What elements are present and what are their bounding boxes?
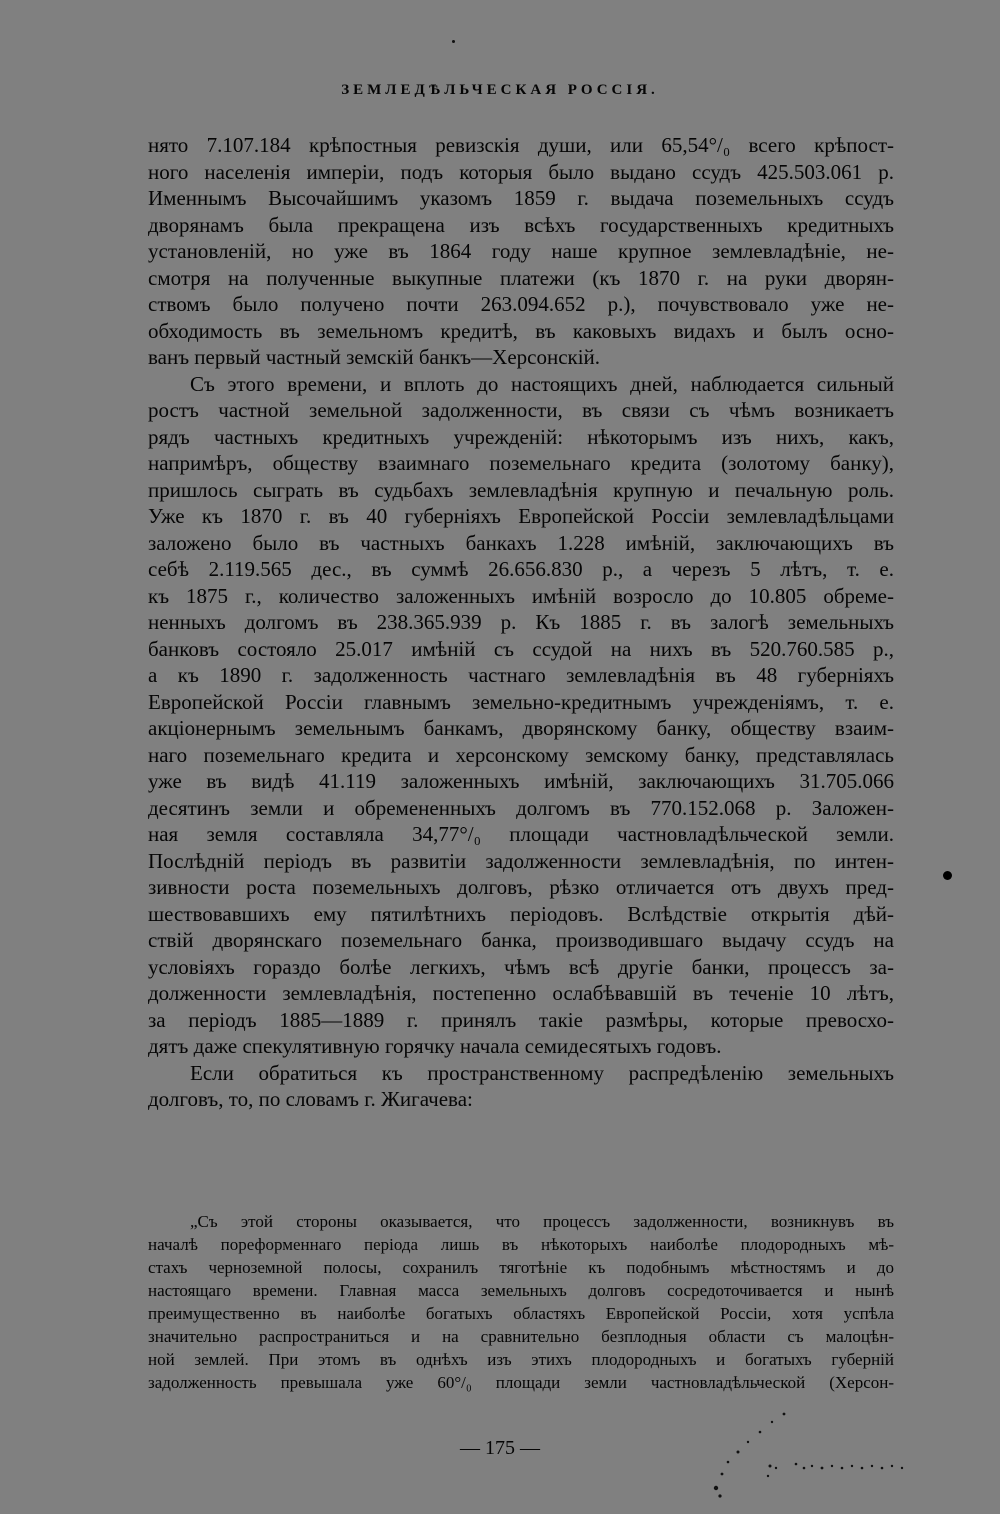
text-line: ная земля составляла 34,77°/₀ площади частновладѣльческой земли. xyxy=(148,822,894,846)
text-line: установленій, но уже въ 1864 году наше крупное землевладѣніе, не- xyxy=(148,239,894,263)
page-number: — 175 — xyxy=(460,1437,540,1459)
paragraph-start-line: Если обратиться къ пространственному распредѣленію земельныхъ xyxy=(190,1060,894,1085)
text-line: Именнымъ Высочайшимъ указомъ 1859 г. выдача поземельныхъ ссудъ xyxy=(148,186,894,210)
text-line: шествовавшихъ ему пятилѣтнихъ періодовъ. Вслѣдствіе открытія дѣй- xyxy=(148,901,894,926)
text-line: зивности роста поземельныхъ долговъ, рѣзко отличается отъ двухъ пред- xyxy=(148,875,894,899)
text-line: долговъ, то, по словамъ г. Жигачева: xyxy=(148,1087,473,1111)
text-line: наго поземельнаго кредита и херсонскому земскому банку, представлялась xyxy=(148,742,894,767)
quote-line: настоящаго времени. Главная масса земельныхъ долговъ сосредоточивается и нынѣ xyxy=(148,1281,894,1300)
text-line: дятъ даже спекулятивную горячку начала семидесятыхъ годовъ. xyxy=(148,1034,722,1058)
text-line: уже въ видѣ 41.119 заложенныхъ имѣній, заключающихъ 31.705.066 xyxy=(148,769,894,793)
paragraph-start-line: Съ этого времени, и вплоть до настоящихъ дней, наблюдается сильный xyxy=(190,371,894,396)
text-line: къ 1875 г., количество заложенныхъ имѣній возросло до 10.805 обреме- xyxy=(148,583,894,608)
text-line: нято 7.107.184 крѣпостныя ревизскія души, или 65,54°/₀ всего крѣпост- xyxy=(148,133,894,157)
scan-specks xyxy=(700,1400,960,1510)
text-line: ростъ частной земельной задолженности, въ связи съ чѣмъ возникаетъ xyxy=(148,398,894,422)
body-text xyxy=(148,132,894,1113)
text-line: себѣ 2.119.565 дес., въ суммѣ 26.656.830 р., а черезъ 5 лѣтъ, т. е. xyxy=(148,557,894,581)
text-line: ненныхъ долгомъ въ 238.365.939 р. Къ 1885 г. въ залогѣ земельныхъ xyxy=(148,610,894,634)
text-line: рядъ частныхъ кредитныхъ учрежденій: нѣкоторымъ изъ нихъ, какъ, xyxy=(148,424,894,449)
ink-speck xyxy=(452,40,455,43)
text-line: заложено было въ частныхъ банкахъ 1.228 имѣній, заключающихъ въ xyxy=(148,530,894,555)
text-line: за періодъ 1885—1889 г. принялъ такіе размѣры, которые превосхо- xyxy=(148,1007,894,1032)
text-line: ванъ первый частный земскій банкъ—Херсонскій. xyxy=(148,345,601,369)
text-line: ствій дворянскаго поземельнаго банка, производившаго выдачу ссудъ на xyxy=(148,928,894,952)
text-line: десятинъ земли и обремененныхъ долгомъ въ 770.152.068 р. Заложен- xyxy=(148,795,894,820)
quote-line: задолженность превышала уже 60°/₀ площади земли частновладѣльческой (Херсон- xyxy=(148,1373,894,1392)
text-line: ного населенія имперіи, подъ которыя было выдано ссудъ 425.503.061 р. xyxy=(148,159,894,184)
text-line: условіяхъ гораздо болѣе легкихъ, чѣмъ всѣ другіе банки, процессъ за- xyxy=(148,954,894,979)
text-line: а къ 1890 г. задолженность частнаго землевладѣнія въ 48 губерніяхъ xyxy=(148,663,894,687)
text-line: напримѣръ, обществу взаимнаго поземельнаго кредита (золотому банку), xyxy=(148,451,894,475)
text-line: дворянамъ была прекращена изъ всѣхъ государственныхъ кредитныхъ xyxy=(148,212,894,237)
text-line: ствомъ было получено почти 263.094.652 р.), почувствовало уже не- xyxy=(148,292,894,316)
text-line: Послѣдній періодъ въ развитіи задолженности землевладѣнія, по интен- xyxy=(148,848,894,873)
text-line: обходимость въ земельномъ кредитѣ, въ каковыхъ видахъ и былъ осно- xyxy=(148,318,894,343)
quote-line: „Съ этой стороны оказывается, что процессъ задолженности, возникнувъ въ xyxy=(190,1212,894,1231)
ink-blot xyxy=(943,871,952,880)
block-quote xyxy=(148,1210,894,1394)
quote-line: ной землей. При этомъ въ однѣхъ изъ этихъ плодородныхъ и богатыхъ губерній xyxy=(148,1350,894,1369)
text-line: Уже къ 1870 г. въ 40 губерніяхъ Европейской Россіи землевладѣльцами xyxy=(148,504,894,528)
quote-line: преимущественно въ наиболѣе богатыхъ областяхъ Европейской Россіи, хотя успѣла xyxy=(148,1304,894,1323)
text-line: банковъ состояло 25.017 имѣній съ ссудой на нихъ въ 520.760.585 р., xyxy=(148,636,894,661)
quote-line: значительно распространиться и на сравнительно безплодныя области съ малоцѣн- xyxy=(148,1327,894,1346)
text-line: акціонернымъ земельнымъ банкамъ, дворянскому банку, обществу взаим- xyxy=(148,716,894,740)
quote-line: началѣ пореформеннаго періода лишь въ нѣкоторыхъ наиболѣе плодородныхъ мѣ- xyxy=(148,1235,894,1254)
quote-line: стахъ черноземной полосы, сохранилъ тяготѣніе къ подобнымъ мѣстностямъ и до xyxy=(148,1258,894,1277)
text-line: Европейской Россіи главнымъ земельно-кредитнымъ учрежденіямъ, т. е. xyxy=(148,689,894,714)
running-header: ЗЕМЛЕДѢЛЬЧЕСКАЯ РОССІЯ. xyxy=(341,82,659,98)
text-line: долженности землевладѣнія, постепенно ослабѣвавшій въ теченіе 10 лѣтъ, xyxy=(148,981,894,1005)
text-line: пришлось сыграть въ судьбахъ землевладѣнія крупную и печальную роль. xyxy=(148,477,894,502)
text-line: смотря на полученные выкупные платежи (къ 1870 г. на руки дворян- xyxy=(148,265,894,290)
